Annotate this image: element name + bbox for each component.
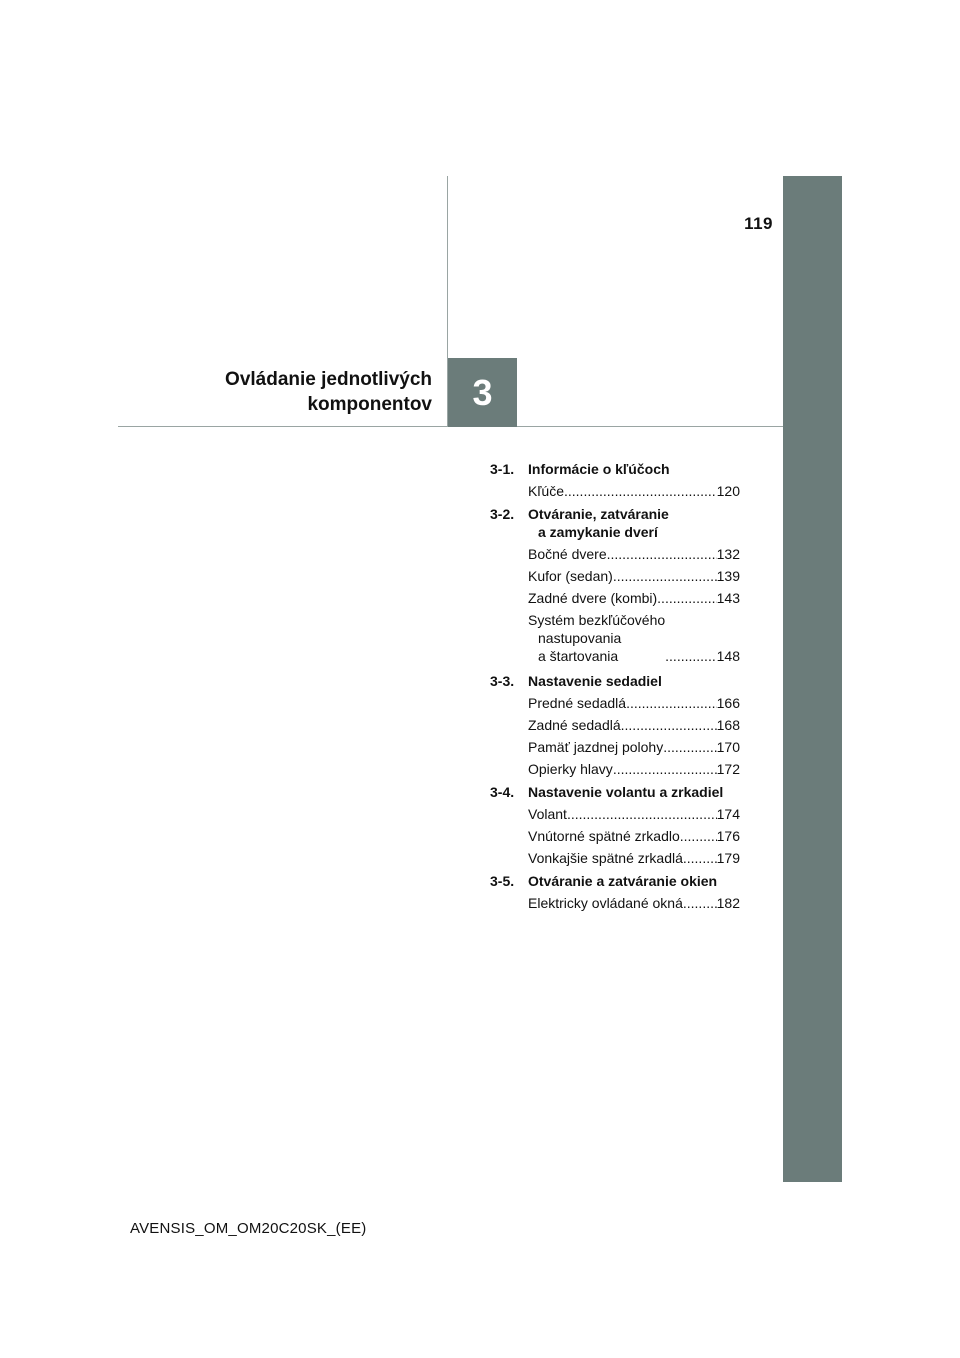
toc-section-title-line1: Otváranie, zatváranie (528, 506, 669, 522)
toc-entry-label: Pamäť jazdnej polohy (528, 739, 664, 755)
toc-entry-label: Kľúče (528, 483, 564, 499)
toc-leader-dots (621, 716, 717, 734)
toc-leader-dots (657, 589, 716, 607)
toc-entry[interactable] (528, 545, 740, 563)
chapter-title-line1: Ovládanie jednotlivých (225, 369, 432, 390)
toc-entry-page: 182 (716, 895, 740, 911)
chapter-number-box (448, 358, 517, 427)
toc-entry[interactable] (528, 894, 740, 912)
toc-entry-page: 148 (716, 648, 740, 664)
chapter-title (150, 367, 432, 417)
toc-entry-label: Zadné dvere (kombi) (528, 590, 658, 606)
toc-leader-dots (680, 827, 717, 845)
page-number: 119 (744, 214, 773, 233)
chapter-title-line2: komponentov (307, 394, 432, 415)
toc-entry[interactable] (528, 716, 740, 734)
toc-entry[interactable] (528, 760, 740, 778)
document-footer-code: AVENSIS_OM_OM20C20SK_(EE) (130, 1220, 367, 1237)
toc-entry[interactable] (528, 611, 740, 665)
toc-section-title: Otváranie a zatváranie okien (528, 873, 718, 889)
toc-entry-page: 166 (716, 695, 740, 711)
toc-entry-label: Predné sedadlá (528, 695, 627, 711)
toc-section-number: 3-3. (490, 673, 515, 689)
toc-entry-label-line1: Systém bezkľúčového (528, 612, 666, 628)
toc-entry-page: 120 (716, 483, 740, 499)
toc-entry-page: 132 (716, 546, 740, 562)
toc-entry-page: 179 (716, 850, 740, 866)
toc-entry-page: 168 (716, 717, 740, 733)
toc-entry-label: Volant (528, 806, 567, 822)
toc-section-title (528, 505, 740, 541)
toc-section-title: Informácie o kľúčoch (528, 461, 670, 477)
toc-entry[interactable] (528, 827, 740, 845)
toc-leader-dots (613, 567, 717, 585)
toc-section-title: Nastavenie volantu a zrkadiel (528, 784, 724, 800)
toc-entry[interactable] (528, 567, 740, 585)
toc-leader-dots (683, 894, 717, 912)
toc-entry[interactable] (528, 849, 740, 867)
toc-entry-label (528, 611, 665, 665)
toc-entry-page: 143 (716, 590, 740, 606)
toc-entry[interactable] (528, 805, 740, 823)
toc-leader-dots (567, 805, 717, 823)
toc-entry-label: Vonkajšie spätné zrkadlá (528, 850, 683, 866)
toc-entry-page: 174 (716, 806, 740, 822)
toc-entry-label-line2: nastupovania (538, 630, 622, 646)
toc-entry-page: 139 (716, 568, 740, 584)
toc-entry-label: Bočné dvere (528, 546, 607, 562)
toc-entry-label: Zadné sedadlá (528, 717, 621, 733)
toc-section-title: Nastavenie sedadiel (528, 673, 662, 689)
toc-section-number: 3-2. (490, 506, 515, 522)
toc-entry[interactable] (528, 589, 740, 607)
toc-entry-label: Vnútorné spätné zrkadlo (528, 828, 680, 844)
toc-entry-label-line3: a štartovania (538, 648, 619, 664)
toc-entry-label: Elektricky ovládané okná (528, 895, 683, 911)
toc-entry-page: 172 (716, 761, 740, 777)
toc-leader-dots (663, 738, 716, 756)
toc-entry[interactable] (528, 738, 740, 756)
toc-entry-label: Kufor (sedan) (528, 568, 613, 584)
toc-entry-page: 170 (716, 739, 740, 755)
toc-entry[interactable] (528, 694, 740, 712)
toc-leader-dots (607, 545, 717, 563)
toc-leader-dots (665, 647, 716, 665)
toc-entry-page: 176 (716, 828, 740, 844)
toc-leader-dots (626, 694, 717, 712)
chapter-number: 3 (472, 371, 493, 413)
toc-entry[interactable] (528, 482, 740, 500)
toc-leader-dots (613, 760, 717, 778)
toc-leader-dots (683, 849, 717, 867)
toc-section-number: 3-5. (490, 873, 515, 889)
toc-section-title-line2: a zamykanie dverí (538, 524, 658, 540)
toc-entry-label: Opierky hlavy (528, 761, 613, 777)
toc-section-number: 3-1. (490, 461, 515, 477)
toc-leader-dots (564, 482, 717, 500)
chapter-side-tab (783, 176, 842, 1182)
toc-section-number: 3-4. (490, 784, 515, 800)
